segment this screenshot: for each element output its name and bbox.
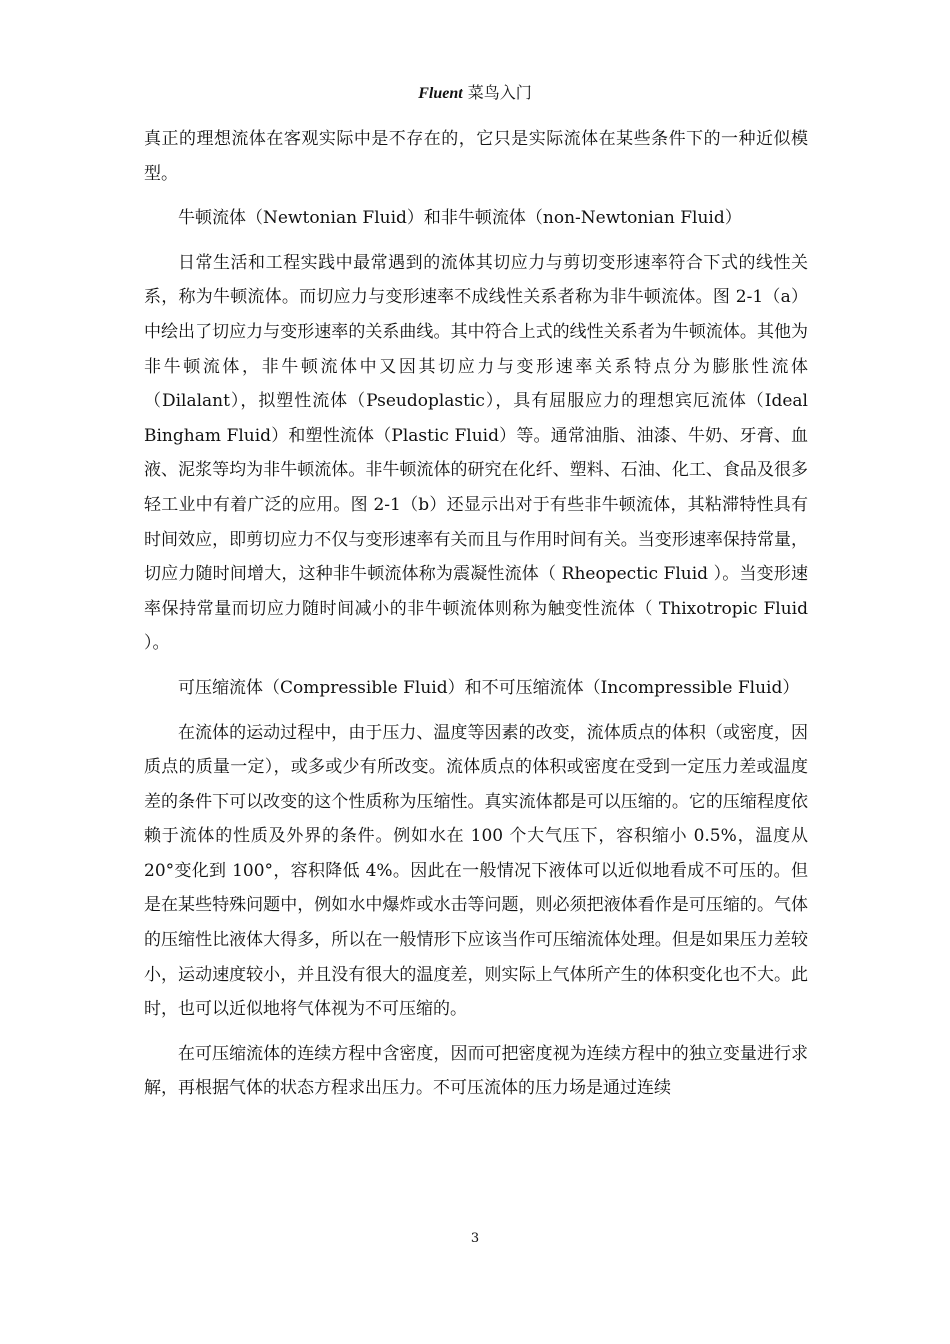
- page-number: 3: [470, 1231, 480, 1246]
- header-brand: Fluent: [418, 85, 463, 102]
- paragraph-newtonian: 日常生活和工程实践中最常遇到的流体其切应力与剪切变形速率符合下式的线性关系，称为牛顿流体。而切应力与变形速率不成线性关系者称为非牛顿流体。图 2-1（a）中绘出了切应力与变形速率的关系曲线。其中符合上式的线性关系者为牛顿流体。其他为非牛顿流体，非牛顿流体中又因其切应力与变形速率关系特点分为膨胀性流体（Dilalant），拟塑性流体（Pseudoplastic），具有屈服应力的理想宾厄流体（Ideal Bingham Fluid）和塑性流体（Plastic Fluid）等。通常油脂、油漆、牛奶、牙膏、血液、泥浆等均为非牛顿流体。非牛顿流体的研究在化纤、塑料、石油、化工、食品及很多轻工业中有着广泛的应用。图 2-1（b）还显示出对于有些非牛顿流体，其粘滞特性具有时间效应，即剪切应力不仅与变形速率有关而且与作用时间有关。当变形速率保持常量，切应力随时间增大，这种非牛顿流体称为震凝性流体（ Rheopectic Fluid ）。当变形速率保持常量而切应力随时间减小的非牛顿流体则称为触变性流体（ Thixotropic Fluid ）。: [144, 252, 808, 654]
- section-heading-newtonian: 牛顿流体（Newtonian Fluid）和非牛顿流体（non-Newtonian Fluid）: [178, 208, 742, 229]
- paragraph-compressible: 在流体的运动过程中，由于压力、温度等因素的改变，流体质点的体积（或密度，因质点的质量一定），或多或少有所改变。流体质点的体积或密度在受到一定压力差或温度差的条件下可以改变的这个性质称为压缩性。真实流体都是可以压缩的。它的压缩程度依赖于流体的性质及外界的条件。例如水在 100 个大气压下，容积缩小 0.5%，温度从 20°变化到 100°，容积降低 4%。因此在一般情况下液体可以近似地看成不可压的。但是在某些特殊问题中，例如水中爆炸或水击等问题，则必须把液体看作是可压缩的。气体的压缩性比液体大得多，所以在一般情形下应该当作可压缩流体处理。但是如果压力差较小，运动速度较小，并且没有很大的温度差，则实际上气体所产生的体积变化也不大。此时，也可以近似地将气体视为不可压缩的。: [144, 722, 808, 1020]
- header-title: 菜鸟入门: [467, 83, 532, 102]
- section-heading-compressible: 可压缩流体（Compressible Fluid）和不可压缩流体（Incompressible Fluid）: [178, 677, 800, 698]
- paragraph-ideal-fluid: 真正的理想流体在客观实际中是不存在的，它只是实际流体在某些条件下的一种近似模型。: [144, 129, 808, 184]
- paragraph-continuity: 在可压缩流体的连续方程中含密度，因而可把密度视为连续方程中的独立变量进行求解，再根据气体的状态方程求出压力。不可压流体的压力场是通过连续: [144, 1043, 808, 1099]
- document-body: [144, 122, 808, 1106]
- page-header: [0, 82, 950, 105]
